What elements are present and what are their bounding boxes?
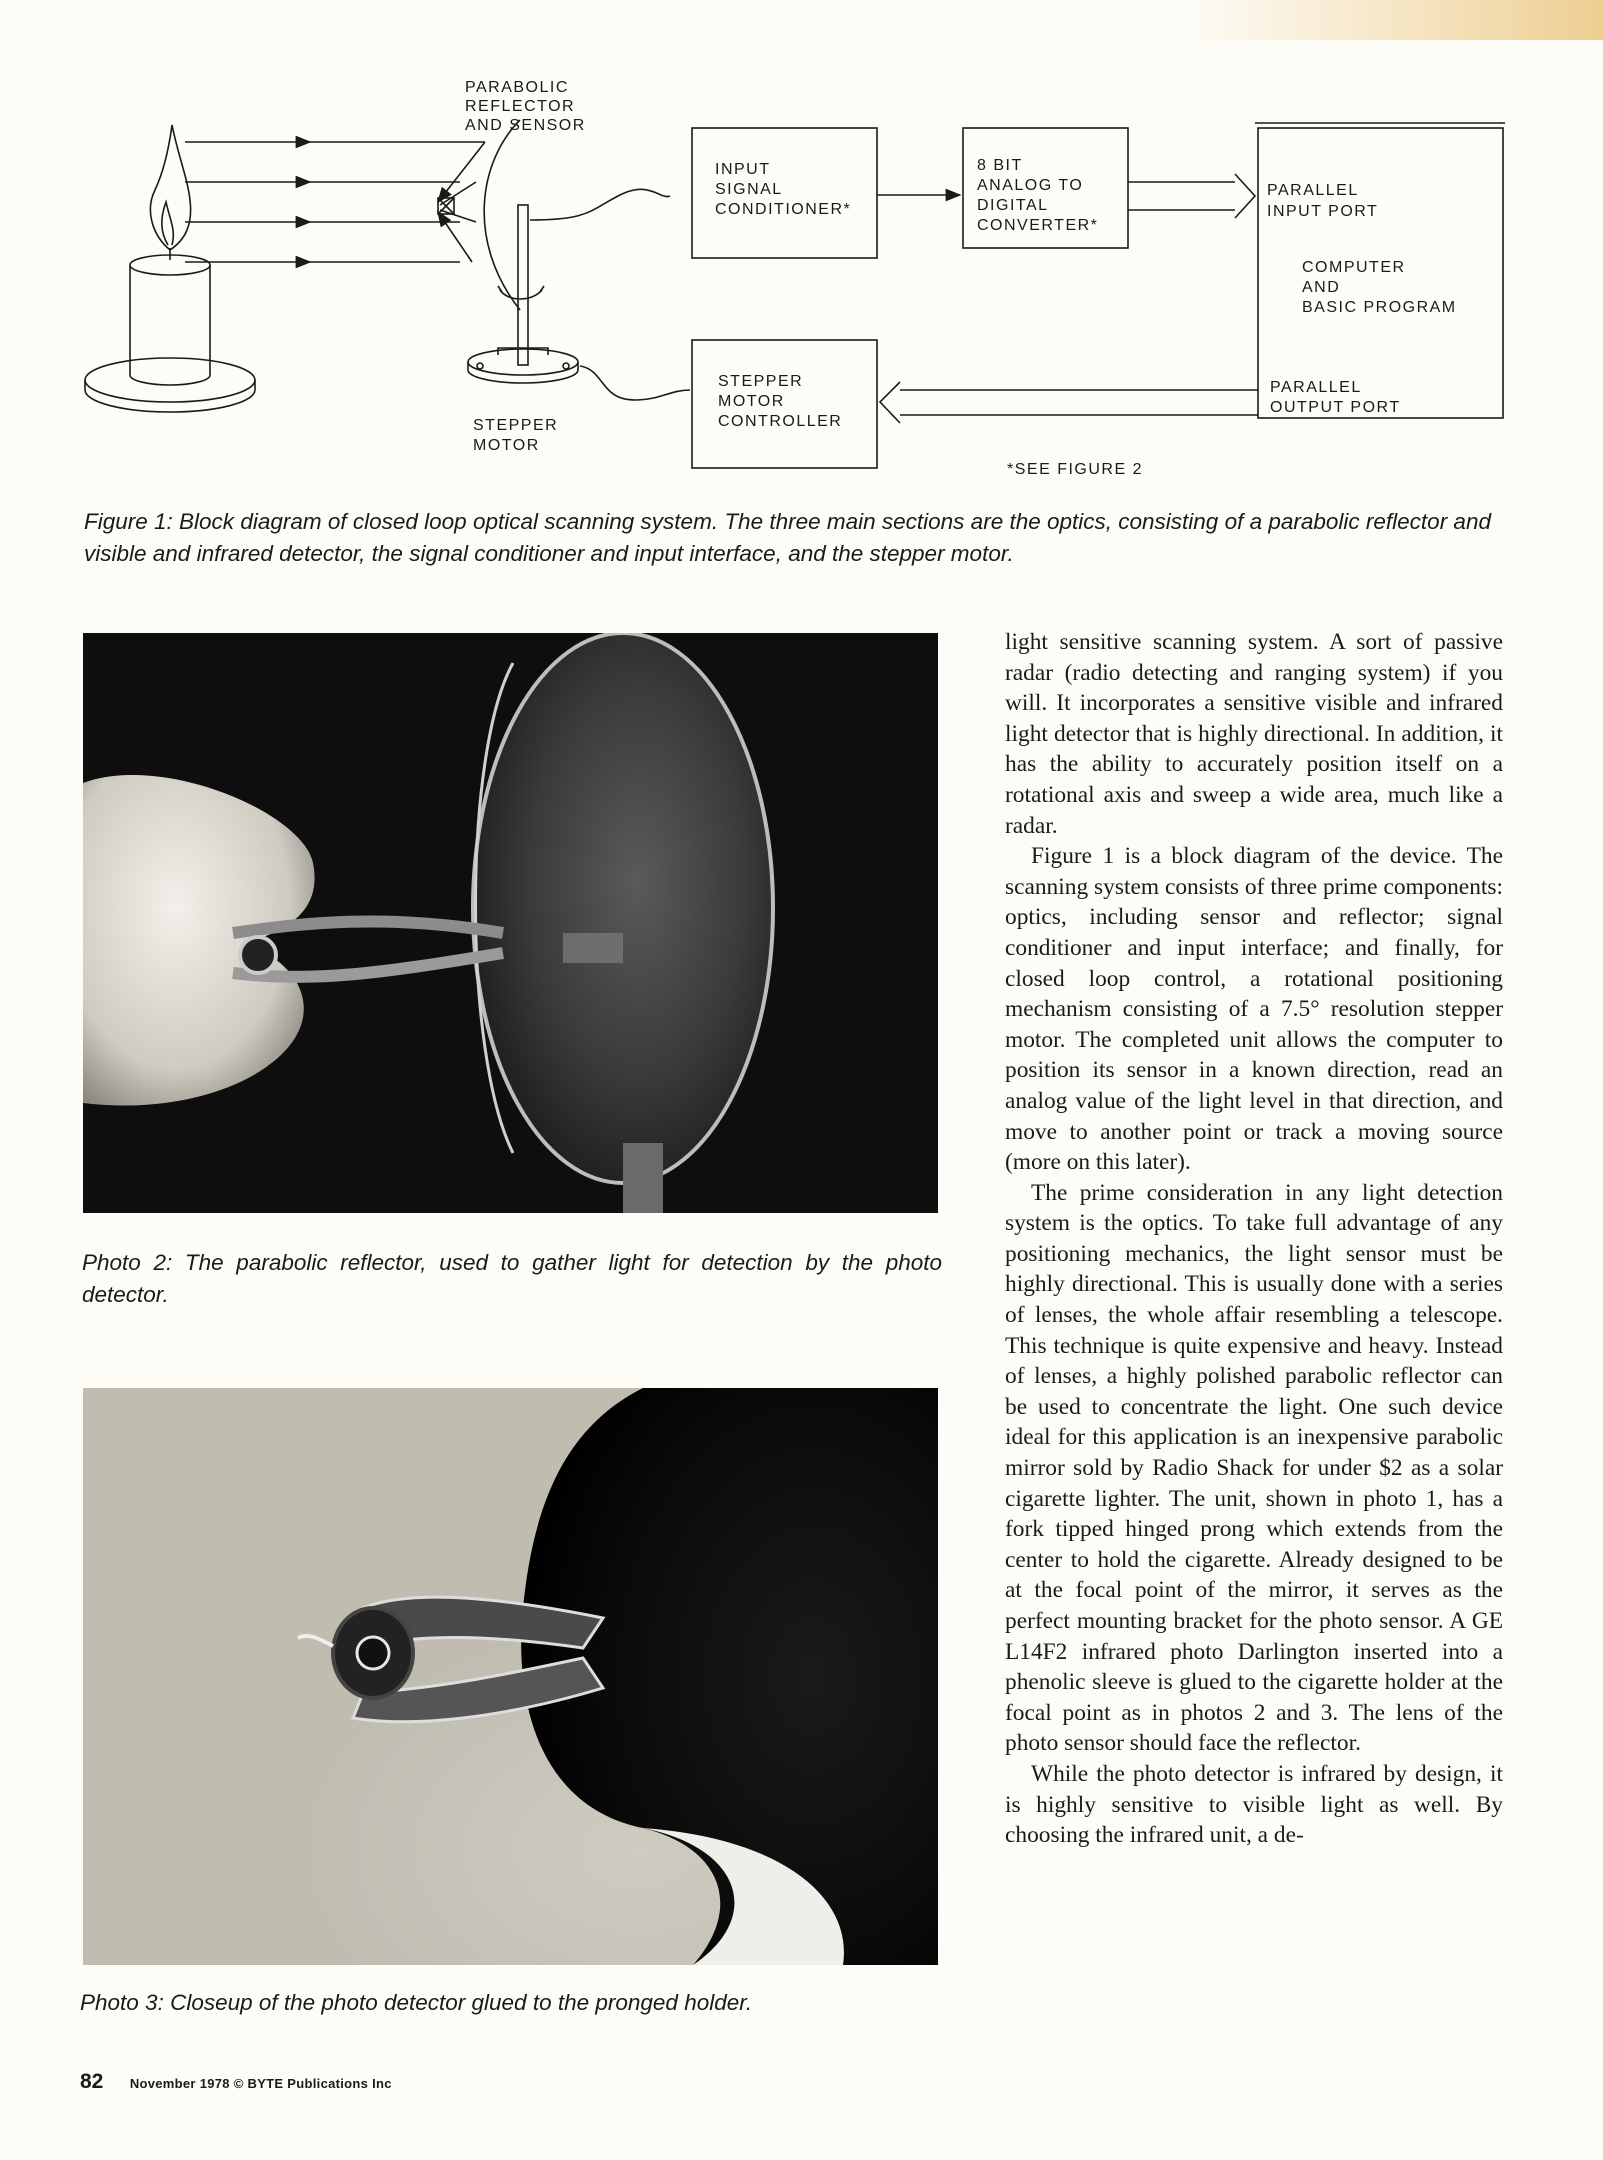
figure-1-block-diagram xyxy=(60,70,1520,490)
photo-3-detector-closeup xyxy=(83,1388,938,1965)
computer-label-2: AND xyxy=(1302,279,1341,296)
motor-label-2: MOTOR xyxy=(473,437,540,454)
controller-label-1: STEPPER xyxy=(718,373,804,390)
body-paragraph-2: Figure 1 is a block diagram of the device. The scanning system consists of three prime components: optics, including sensor and reflector; signal conditioner and input interface; and finally, for closed loop control, a rotational positioning mechanism consisting of a 7.5° resolution stepper motor. The completed unit allows the computer to position its sensor in a known direction, read an analog value of the light level in that direction, and move to another point or track a moving source (more on this later). xyxy=(1005,843,1503,1176)
photo-2-caption: Photo 2: The parabolic reflector, used to gather light for detection by the photo detector. xyxy=(82,1250,942,1307)
computer-label-3: BASIC PROGRAM xyxy=(1302,299,1457,316)
body-paragraph-3: The prime consideration in any light detection system is the optics. To take full advantage of any positioning mechanics, the light sensor must be highly directional. This is usually done with a series of lenses, the whole affair resembling a telescope. This technique is quite expensive and heavy. Instead of lenses, a highly polished parabolic reflector can be used to concentrate the light. One such device ideal for this application is an inexpensive parabolic mirror sold by Radio Shack for under $2 as a solar cigarette lighter. The unit, shown in photo 1, has a fork tipped hinged prong which extends from the center to hold the cigarette. Already designed to be at the focal point of the mirror, it serves as the perfect mounting bracket for the photo sensor. A GE L14F2 infrared photo Darlington inserted into a phenolic sleeve is glued to the cigarette holder at the focal point as in photos 2 and 3. The lens of the photo sensor should face the reflector. xyxy=(1005,1179,1503,1757)
adc-label-4: CONVERTER* xyxy=(977,217,1099,234)
body-paragraph-1: light sensitive scanning system. A sort of passive radar (radio detecting and ranging system) if you will. It incorporates a sensitive visible and infrared light detector that is highly directional. In addition, it has the ability to accurately position itself on a rotational axis and sweep a wide area, much like a radar. xyxy=(1005,629,1503,839)
controller-label-2: MOTOR xyxy=(718,393,785,410)
body-paragraph-4: While the photo detector is infrared by design, it is highly sensitive to visible light as well. By choosing the infrared unit, a de- xyxy=(1005,1760,1503,1849)
footer-credit: November 1978 © BYTE Publications Inc xyxy=(129,2076,392,2091)
input-port-label-2: INPUT PORT xyxy=(1267,203,1379,220)
output-port-label-1: PARALLEL xyxy=(1270,379,1362,396)
reflector-label-2: REFLECTOR xyxy=(465,98,576,115)
article-body-column xyxy=(1005,627,1503,1851)
input-label-1: INPUT xyxy=(715,161,771,178)
page-stain xyxy=(1183,0,1603,40)
adc-label-3: DIGITAL xyxy=(977,197,1049,214)
motor-label-1: STEPPER xyxy=(473,417,559,434)
controller-label-3: CONTROLLER xyxy=(718,413,843,430)
photo-2-reflector xyxy=(83,633,938,1213)
computer-label-1: COMPUTER xyxy=(1302,259,1406,276)
candle-icon xyxy=(85,125,255,412)
photo-3-caption: Photo 3: Closeup of the photo detector glued to the pronged holder. xyxy=(80,1990,753,2015)
page-footer xyxy=(80,2070,392,2094)
stepper-motor-icon xyxy=(468,205,578,383)
adc-label-2: ANALOG TO xyxy=(977,177,1084,194)
page-number: 82 xyxy=(80,2070,104,2093)
adc-label-1: 8 BIT xyxy=(977,157,1023,174)
input-label-3: CONDITIONER* xyxy=(715,201,852,218)
output-port-label-2: OUTPUT PORT xyxy=(1270,399,1401,416)
input-port-label-1: PARALLEL xyxy=(1267,182,1359,199)
reflector-label-3: AND SENSOR xyxy=(465,117,586,134)
see-figure-note: *SEE FIGURE 2 xyxy=(1007,461,1143,478)
reflector-label-1: PARABOLIC xyxy=(465,79,569,96)
figure-1-caption: Figure 1: Block diagram of closed loop optical scanning system. The three main sections are the optics, consisting of a parabolic reflector and visible and infrared detector, the signal conditioner and input interface, and the stepper motor. xyxy=(84,509,1491,566)
parabolic-reflector-icon xyxy=(438,120,520,310)
input-label-2: SIGNAL xyxy=(715,181,783,198)
